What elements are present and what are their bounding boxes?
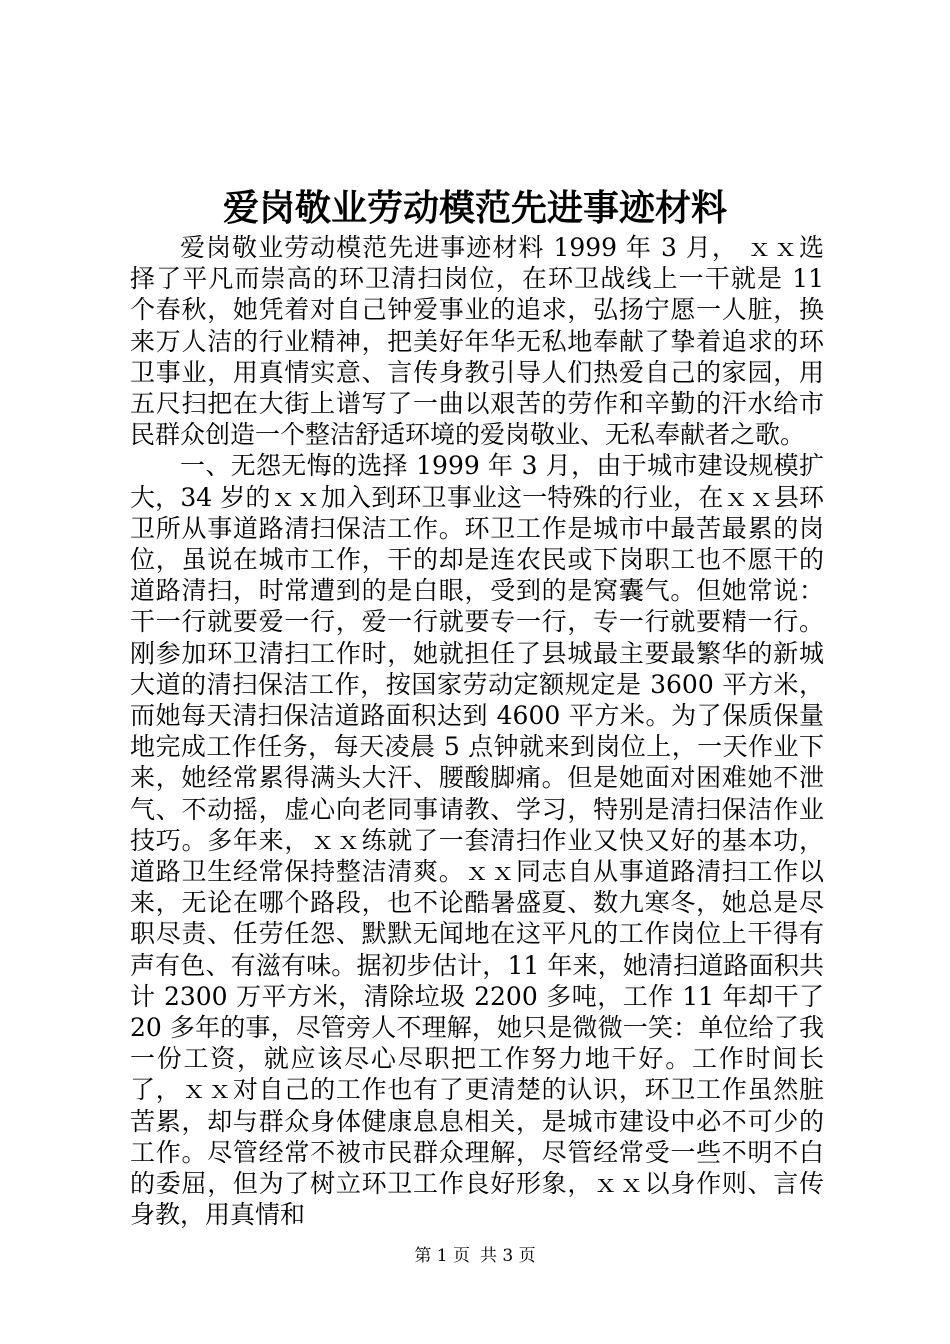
page-number: 第 1 页 <box>414 1246 470 1266</box>
page-total: 共 3 页 <box>480 1246 536 1266</box>
page-footer <box>0 1244 950 1268</box>
document-body <box>130 232 824 1231</box>
document-title: 爱岗敬业劳动模范先进事迹材料 <box>222 187 727 229</box>
body-paragraph-section-one: 一、无怨无悔的选择 1999 年 3 月，由于城市建设规模扩大，34 岁的ｘｘ加入到环卫事业这一特殊的行业，在ｘｘ县环卫所从事道路清扫保洁工作。环卫工作是城市中最苦最累的岗位，虽说在城市工作，干的却是连农民或下岗职工也不愿干的道路清扫，时常遭到的是白眼，受到的是窝囊气。但她常说：干一行就要爱一行，爱一行就要专一行，专一行就要精一行。刚参加环卫清扫工作时，她就担任了县城最主要最繁华的新城大道的清扫保洁工作，按国家劳动定额规定是 3600 平方米，而她每天清扫保洁道路面积达到 4600 平方米。为了保质保量地完成工作任务，每天凌晨 5 点钟就来到岗位上，一天作业下来，她经常累得满头大汗、腰酸脚痛。但是她面对困难她不泄气、不动摇，虚心向老同事请教、学习，特别是清扫保洁作业技巧。多年来，ｘｘ练就了一套清扫作业又快又好的基本功，道路卫生经常保持整洁清爽。ｘｘ同志自从事道路清扫工作以来，无论在哪个路段，也不论酷暑盛夏、数九寒冬，她总是尽职尽责、任劳任怨、默默无闻地在这平凡的工作岗位上干得有声有色、有滋有味。据初步估计，11 年来，她清扫道路面积共计 2300 万平方米，清除垃圾 2200 多吨，工作 11 年却干了 20 多年的事，尽管旁人不理解，她只是微微一笑：单位给了我一份工资，就应该尽心尽职把工作努力地干好。工作时间长了，ｘｘ对自己的工作也有了更清楚的认识，环卫工作虽然脏苦累，却与群众身体健康息息相关，是城市建设中必不可少的工作。尽管经常不被市民群众理解，尽管经常受一些不明不白的委屈，但为了树立环卫工作良好形象，ｘｘ以身作则、言传身教，用真情和 <box>130 451 824 1230</box>
body-paragraph-intro: 爱岗敬业劳动模范先进事迹材料 1999 年 3 月， ｘｘ选择了平凡而崇高的环卫清扫岗位，在环卫战线上一干就是 11 个春秋，她凭着对自己钟爱事业的追求，弘扬宁愿一人脏，换来万人洁的行业精神，把美好年华无私地奉献了挚着追求的环卫事业，用真情实意、言传身教引导人们热爱自己的家园，用五尺扫把在大街上谱写了一曲以艰苦的劳作和辛勤的汗水给市民群众创造一个整洁舒适环境的爱岗敬业、无私奉献者之歌。 <box>130 233 824 450</box>
